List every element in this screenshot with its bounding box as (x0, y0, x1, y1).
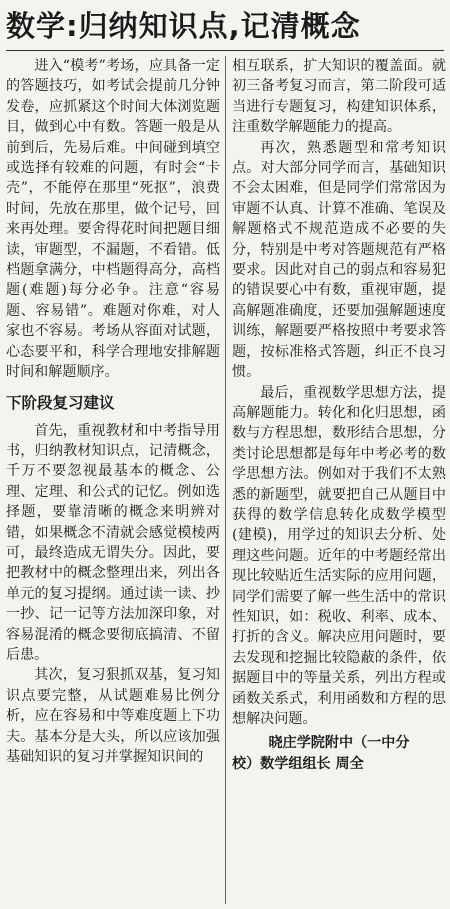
paragraph-last: 最后，重视数学思想方法，提高解题能力。转化和化归思想，函数与方程思想，数形结合思想，分类讨论思想都是每年中考必考的数学思想方法。例如对于我们不太熟悉的新题型，就要把自己从题目中获得的数学信息转化成数学模型(建模)，用学过的知识去分析、处理这些问题。近年的中考题经常出现比较贴近生活实际的应用问题，同学们需要了解一些生活中的常识性知识，如：税收、利率、成本、打折的含义。解决应用问题时，要去发现和挖掘比较隐蔽的条件，依据题目中的等量关系，列出方程或函数关系式，利用函数和方程的思想解决问题。 (232, 384, 446, 727)
left-column (6, 56, 220, 904)
headline-rule (6, 50, 444, 51)
section-subheading: 下阶段复习建议 (6, 393, 115, 412)
paragraph-third: 再次，熟悉题型和常考知识点。对大部分同学而言，基础知识不会太困难，但是同学们常常因为审题不认真、计算不准确、笔误及解题格式不规范造成不必要的失分，特别是中考对答题规范有严格要求。因此对自己的弱点和容易犯的错误要心中有数，重视审题，提高解题准确度，还要加强解题速度训练，解题要严格按照中考要求答题，按标准格式答题，纠正不良习惯。 (232, 139, 446, 381)
right-column (232, 56, 446, 904)
paragraph-continued: 相互联系，扩大知识的覆盖面。就初三备考复习而言，第二阶段可适当进行专题复习，构建知识体系，注重数学解题能力的提高。 (232, 58, 446, 136)
paragraph-second: 其次，复习狠抓双基，复习知识点要完整，从试题难易比例分析，应在容易和中等难度题上下功夫。基本分是大头，所以应该加强基础知识的复习并掌握知识间的 (6, 667, 220, 765)
article-headline: 数学:归纳知识点,记清概念 (6, 9, 361, 43)
paragraph-first: 首先，重视教材和中考指导用书，归纳教材知识点，记清概念，千万不要忽视最基本的概念、公理、定理、和公式的记忆。例如选择题，要靠清晰的概念来明辨对错，如果概念不清就会感觉模棱两可，最终造成无谓失分。因此，要把教材中的概念整理出来，列出各单元的复习提纲。通过读一读、抄一抄、记一记等方法加深印象，对容易混淆的概念要彻底搞清、不留后患。 (6, 422, 220, 663)
paragraph-exam-tips: 进入“模考”考场，应具备一定的答题技巧，如考试会提前几分钟发卷，应抓紧这个时间大体浏览题目，做到心中有数。答题一般是从前到后，先易后难。中间碰到填空或选择有较难的问题，有时会“卡壳”，不能停在那里“死抠”，浪费时间，先放在那里，做个记号，回来再处理。要舍得花时间把题目细读，审题型，不漏题，不看错。低档题拿满分，中档题得高分，高档题(难题)每分必争。注意“容易题、容易错”。难题对你难，对人家也不容易。考场从容面对试题，心态要平和，科学合理地安排解题时间和解题顺序。 (6, 58, 220, 381)
byline-line-2: 校）数学组组长 周全 (232, 755, 364, 772)
byline-line-1: 晓庄学院附中（一中分 (268, 735, 410, 752)
author-byline (232, 733, 446, 774)
column-divider (225, 56, 226, 904)
